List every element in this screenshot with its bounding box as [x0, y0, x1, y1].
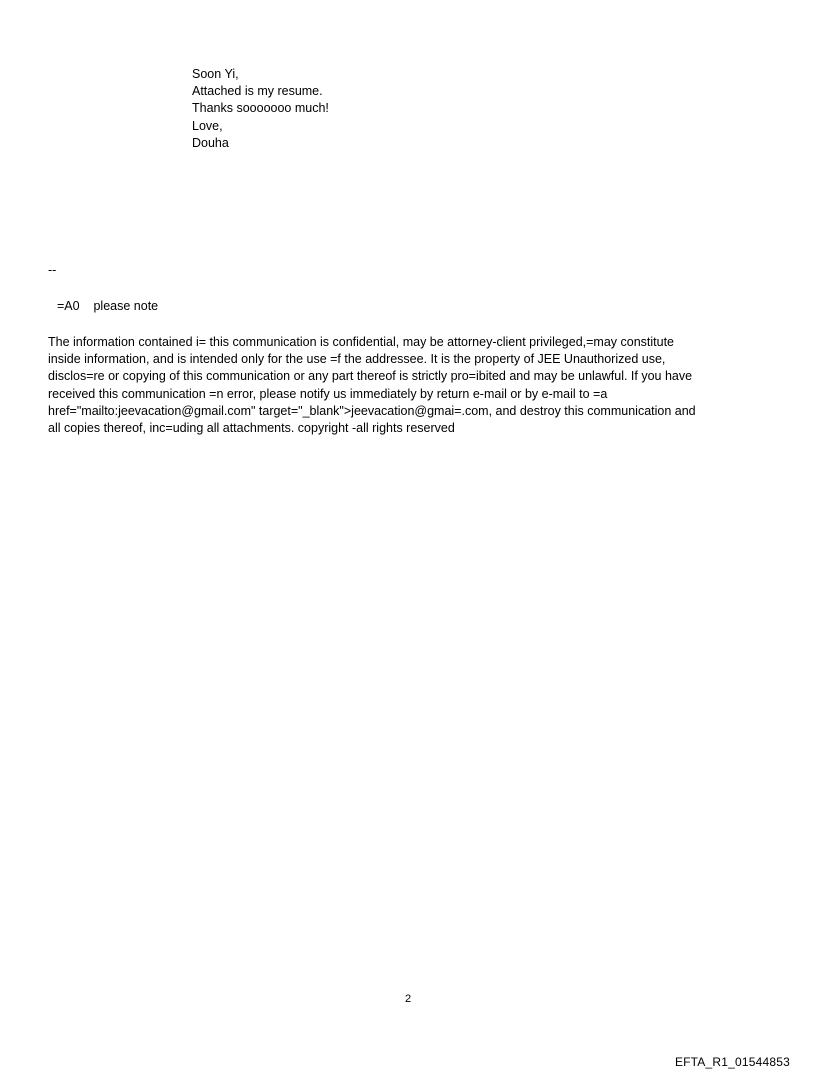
closing-line: Love,	[192, 118, 223, 133]
disclaimer-line: href="mailto:jeevacation@gmail.com" target="_blank">jeevacation@gmai=.com, and destroy this communication and	[48, 403, 696, 418]
disclaimer-line: disclos=re or copying of this communication or any part thereof is strictly pro=ibited and may be unlawful. If you have	[48, 369, 693, 384]
body-line: Attached is my resume.	[192, 84, 323, 99]
disclaimer-line: all copies thereof, inc=uding all attachments. copyright -all rights reserved	[48, 421, 455, 436]
page-number: 2	[404, 993, 412, 1005]
disclaimer-line: inside information, and is intended only for the use =f the addressee. It is the property of JEE Unauthorized use,	[48, 352, 666, 367]
bates-number: EFTA_R1_01544853	[674, 1055, 790, 1069]
disclaimer-line: received this communication =n error, please notify us immediately by return e-mail or by e-mail to =a	[48, 386, 608, 401]
signature-name: Douha	[192, 135, 229, 150]
email-body-message	[192, 66, 592, 152]
disclaimer-line: The information contained i= this communication is confidential, may be attorney-client privileged,=may constitute	[48, 335, 675, 349]
body-line: Thanks sooooooo much!	[192, 101, 329, 116]
signature-separator: --	[48, 263, 57, 277]
please-note-line: =A0 please note	[57, 299, 159, 313]
salutation-line: Soon Yi,	[192, 67, 239, 81]
confidentiality-disclaimer	[48, 334, 768, 437]
